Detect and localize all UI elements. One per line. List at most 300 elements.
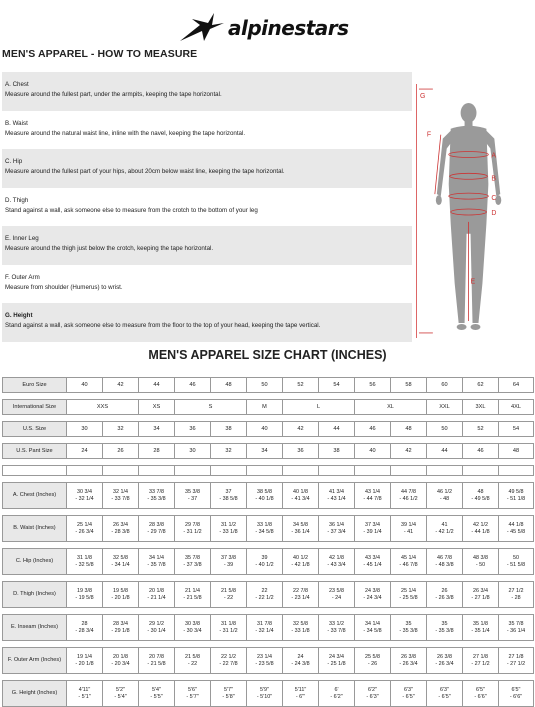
measure-cell	[427, 648, 463, 674]
range-min: 24 3/8	[365, 587, 380, 594]
measure-cell	[211, 681, 247, 707]
spacer-cell	[427, 641, 463, 648]
measure-item-title: A. Chest	[5, 81, 29, 88]
range-max: - 43 3/4	[327, 561, 346, 568]
measure-item-title: C. Hip	[5, 158, 23, 165]
measurement-row	[3, 648, 534, 674]
range-max: - 27 1/8	[471, 594, 490, 601]
spacer-cell	[463, 476, 499, 483]
measure-cell	[283, 549, 319, 575]
table-spacer	[3, 542, 534, 549]
spacer-cell	[3, 608, 67, 615]
measure-cell	[499, 582, 534, 608]
range-min: 29 1/2	[149, 620, 164, 627]
size-chart-title: MEN'S APPAREL SIZE CHART (INCHES)	[148, 348, 387, 362]
size-cell: 40	[67, 378, 103, 393]
alpinestars-star-icon	[178, 11, 226, 45]
range-max: - 43 1/4	[327, 495, 346, 502]
measure-item-thigh	[2, 188, 412, 227]
range-min: 24 3/4	[329, 653, 344, 660]
range-max: - 22	[187, 660, 198, 667]
measure-cell	[211, 549, 247, 575]
range-min: 42 1/8	[329, 554, 344, 561]
spacer-cell	[319, 509, 355, 516]
spacer-cell	[427, 476, 463, 483]
range-min: 42 1/2	[473, 521, 488, 528]
size-cell: 32	[103, 422, 139, 437]
range-max: - 48 3/8	[435, 561, 454, 568]
measure-cell	[427, 681, 463, 707]
range-max: - 6'6"	[509, 693, 523, 700]
measure-cell	[463, 549, 499, 575]
size-cell: 48	[391, 422, 427, 437]
table-spacer	[3, 641, 534, 648]
how-to-measure-title: MEN'S APPAREL - HOW TO MEASURE	[2, 48, 198, 60]
spacer-cell	[3, 415, 67, 422]
measure-cell	[139, 549, 175, 575]
range-max: - 35 3/8	[399, 627, 418, 634]
measure-cell	[355, 483, 391, 509]
range-min: 5'9"	[260, 686, 269, 693]
range-max: - 24 3/4	[363, 594, 382, 601]
range-max: - 35 7/8	[147, 561, 166, 568]
spacer-cell	[247, 459, 283, 466]
range-max: - 24	[331, 594, 342, 601]
spacer-cell	[427, 459, 463, 466]
range-min: 20 1/8	[113, 653, 128, 660]
range-min: 35 3/8	[185, 488, 200, 495]
size-cell: 46	[355, 422, 391, 437]
measure-cell	[283, 483, 319, 509]
range-min: 30 3/4	[77, 488, 92, 495]
measure-cell	[319, 648, 355, 674]
measure-cell	[139, 483, 175, 509]
row-label: U.S. Size	[3, 422, 67, 437]
range-min: 20 1/8	[149, 587, 164, 594]
range-max: - 19 5/8	[75, 594, 94, 601]
measure-cell	[175, 648, 211, 674]
spacer-cell	[67, 459, 103, 466]
range-min: 48	[477, 488, 484, 495]
range-max: - 5'10"	[256, 693, 273, 700]
range-max: - 20 1/8	[111, 594, 130, 601]
range-max: - 33 7/8	[111, 495, 130, 502]
size-cell: M	[247, 400, 283, 415]
spacer-cell	[103, 476, 139, 483]
range-max: - 6'6"	[474, 693, 487, 700]
measure-cell	[67, 516, 103, 542]
spacer-cell	[103, 393, 139, 400]
range-max: - 37 3/4	[327, 528, 346, 535]
range-min: 5'6"	[188, 686, 197, 693]
measure-cell	[355, 582, 391, 608]
range-min: 6'5"	[476, 686, 485, 693]
range-max: - 28 3/8	[111, 528, 130, 535]
spacer-cell	[499, 542, 534, 549]
size-cell: 48	[499, 444, 534, 459]
spacer-cell	[247, 641, 283, 648]
range-max: - 35 3/8	[435, 627, 454, 634]
spacer-cell	[139, 641, 175, 648]
range-min: 35	[441, 620, 448, 627]
spacer-cell	[283, 641, 319, 648]
measure-cell	[103, 516, 139, 542]
range-max: - 26 3/4	[399, 660, 418, 667]
range-max: - 51 1/8	[506, 495, 526, 502]
size-cell: 24	[67, 444, 103, 459]
measure-cell	[103, 681, 139, 707]
range-max: - 5'8"	[222, 693, 235, 700]
range-max: - 5'4"	[114, 693, 127, 700]
measure-cell	[247, 615, 283, 641]
measure-cell	[355, 648, 391, 674]
size-cell: 4XL	[499, 400, 534, 415]
range-min: 44 7/8	[401, 488, 416, 495]
size-cell: 52	[463, 422, 499, 437]
measure-cell	[247, 516, 283, 542]
range-min: 6'2"	[368, 686, 377, 693]
measure-cell	[175, 615, 211, 641]
range-min: 6'5"	[511, 686, 521, 693]
range-min: 21 5/8	[221, 587, 236, 594]
range-max: - 34 5/8	[363, 627, 382, 634]
measure-cell	[67, 549, 103, 575]
range-max: - 39	[223, 561, 234, 568]
range-min: 43 3/4	[365, 554, 380, 561]
spacer-cell	[355, 466, 391, 476]
spacer-cell	[463, 641, 499, 648]
spacer-cell	[175, 459, 211, 466]
table-spacer	[3, 437, 534, 444]
range-max: - 45 5/8	[506, 528, 526, 535]
range-max: - 28	[511, 594, 521, 601]
spacer-cell	[139, 466, 175, 476]
range-min: 30 3/8	[185, 620, 200, 627]
range-min: 6'	[334, 686, 339, 693]
spacer-cell	[67, 641, 103, 648]
spacer-cell	[139, 393, 175, 400]
range-min: 24	[297, 653, 304, 660]
spacer-cell	[463, 393, 499, 400]
measure-item-title: G. Height	[5, 312, 33, 319]
range-min: 37 3/4	[365, 521, 380, 528]
range-max: - 30 1/4	[147, 627, 166, 634]
spacer-cell	[463, 509, 499, 516]
range-max: - 37 3/8	[183, 561, 202, 568]
spacer-cell	[211, 575, 247, 582]
range-min: 41	[441, 521, 448, 528]
range-max: - 33 1/8	[219, 528, 238, 535]
spacer-cell	[391, 509, 427, 516]
spacer-cell	[463, 575, 499, 582]
size-cell: 40	[247, 422, 283, 437]
spacer-cell	[103, 542, 139, 549]
range-max: - 46 7/8	[399, 561, 418, 568]
measurement-row	[3, 615, 534, 641]
measure-cell	[67, 582, 103, 608]
spacer-cell	[427, 674, 463, 681]
range-max: - 27 1/2	[506, 660, 526, 667]
measure-cell	[211, 615, 247, 641]
range-max: - 48	[439, 495, 450, 502]
size-cell: 60	[427, 378, 463, 393]
measure-cell	[355, 681, 391, 707]
size-cell: 30	[175, 444, 211, 459]
us-size-row	[3, 422, 534, 437]
range-max: - 26 3/4	[435, 660, 454, 667]
range-min: 5'4"	[152, 686, 161, 693]
measure-cell	[355, 615, 391, 641]
euro-size-row	[3, 378, 534, 393]
range-min: 31 1/8	[221, 620, 236, 627]
measure-cell	[67, 681, 103, 707]
measurement-row	[3, 549, 534, 575]
range-max: - 41	[403, 528, 414, 535]
spacer-cell	[427, 509, 463, 516]
spacer-cell	[319, 437, 355, 444]
row-label: G. Height (Inches)	[3, 681, 67, 707]
spacer-cell	[319, 393, 355, 400]
range-min: 25 1/4	[401, 587, 416, 594]
range-max: - 31 1/2	[183, 528, 202, 535]
measure-cell	[391, 582, 427, 608]
measure-cell	[247, 549, 283, 575]
range-min: 39	[261, 554, 268, 561]
range-max: - 32 1/4	[75, 495, 94, 502]
range-max: - 32 5/8	[75, 561, 94, 568]
spacer-cell	[175, 393, 211, 400]
spacer-cell	[67, 437, 103, 444]
spacer-cell	[247, 575, 283, 582]
measure-cell	[67, 615, 103, 641]
spacer-cell	[391, 476, 427, 483]
range-min: 37 3/8	[221, 554, 236, 561]
table-spacer	[3, 509, 534, 516]
measure-cell	[463, 516, 499, 542]
size-cell: 62	[463, 378, 499, 393]
spacer-cell	[499, 437, 534, 444]
range-max: - 51 5/8	[506, 561, 526, 568]
measure-cell	[355, 549, 391, 575]
size-cell: 46	[463, 444, 499, 459]
measure-cell	[247, 648, 283, 674]
spacer-cell	[247, 393, 283, 400]
spacer-cell	[3, 393, 67, 400]
range-max: - 49 5/8	[471, 495, 490, 502]
range-max: - 28 3/4	[75, 627, 94, 634]
size-cell: 42	[391, 444, 427, 459]
measure-cell	[391, 615, 427, 641]
measure-cell	[319, 681, 355, 707]
spacer-cell	[427, 608, 463, 615]
range-min: 32 5/8	[113, 554, 128, 561]
spacer-cell	[139, 459, 175, 466]
size-cell: 64	[499, 378, 534, 393]
spacer-cell	[211, 674, 247, 681]
range-max: - 39 1/4	[363, 528, 382, 535]
size-cell: 54	[499, 422, 534, 437]
spacer-cell	[391, 415, 427, 422]
size-cell: XL	[355, 400, 427, 415]
range-max: - 40 1/8	[255, 495, 274, 502]
measure-cell	[211, 483, 247, 509]
range-max: - 25 5/8	[399, 594, 418, 601]
range-max: - 35 3/8	[147, 495, 166, 502]
range-min: 21 1/4	[185, 587, 200, 594]
measure-cell	[499, 549, 534, 575]
range-max: - 6'3"	[366, 693, 379, 700]
measure-cell	[283, 615, 319, 641]
range-min: 33 1/2	[329, 620, 344, 627]
measure-cell	[175, 483, 211, 509]
table-spacer	[3, 674, 534, 681]
measure-cell	[103, 648, 139, 674]
range-max: - 20 1/8	[75, 660, 94, 667]
spacer-cell	[391, 674, 427, 681]
range-min: 31 1/2	[221, 521, 236, 528]
size-cell: 50	[427, 422, 463, 437]
range-max: - 26 3/4	[75, 528, 94, 535]
range-min: 19 3/8	[77, 587, 92, 594]
measure-item-title: F. Outer Arm	[5, 273, 40, 281]
row-label: E. Inseam (Inches)	[3, 615, 67, 641]
measure-cell	[427, 516, 463, 542]
range-min: 22 7/8	[293, 587, 308, 594]
measure-cell	[67, 648, 103, 674]
table-spacer	[3, 466, 534, 476]
range-min: 5'11"	[294, 686, 307, 693]
size-cell: 34	[139, 422, 175, 437]
spacer-cell	[319, 459, 355, 466]
measure-item-inner-leg	[2, 226, 412, 265]
spacer-cell	[247, 415, 283, 422]
range-max: - 36 1/4	[506, 627, 526, 634]
row-label: A. Chest (Inches)	[3, 483, 67, 509]
range-max: - 21 5/8	[183, 594, 202, 601]
measure-instructions	[2, 72, 412, 342]
size-cell: 38	[211, 422, 247, 437]
range-min: 37	[225, 488, 232, 495]
spacer-cell	[103, 415, 139, 422]
figure-letter-d: D	[491, 209, 497, 217]
spacer-cell	[355, 509, 391, 516]
brand-name: alpinestars	[228, 16, 349, 40]
measure-cell	[391, 681, 427, 707]
size-chart-table	[2, 377, 534, 707]
spacer-cell	[283, 674, 319, 681]
range-max: - 5'5"	[150, 693, 163, 700]
range-max: - 33 1/8	[291, 627, 310, 634]
measure-cell	[499, 516, 534, 542]
measure-cell	[175, 681, 211, 707]
spacer-cell	[427, 415, 463, 422]
spacer-cell	[247, 509, 283, 516]
spacer-cell	[211, 415, 247, 422]
size-cell: 32	[211, 444, 247, 459]
range-max: - 21 1/4	[147, 594, 166, 601]
range-max: - 22	[223, 594, 234, 601]
spacer-cell	[355, 476, 391, 483]
size-cell: 58	[391, 378, 427, 393]
spacer-cell	[211, 509, 247, 516]
figure-letter-b: B	[491, 175, 496, 183]
size-cell: XS	[139, 400, 175, 415]
spacer-cell	[355, 674, 391, 681]
size-cell: 50	[247, 378, 283, 393]
spacer-cell	[175, 476, 211, 483]
spacer-cell	[175, 608, 211, 615]
range-min: 35	[405, 620, 412, 627]
measure-item-outer-arm	[2, 265, 412, 304]
range-min: 22	[261, 587, 268, 594]
measure-cell	[103, 549, 139, 575]
spacer-cell	[499, 476, 534, 483]
range-min: 49 5/8	[508, 488, 524, 495]
measure-cell	[139, 582, 175, 608]
row-label: Euro Size	[3, 378, 67, 393]
range-min: 40 1/8	[293, 488, 308, 495]
range-max: - 33 7/8	[327, 627, 346, 634]
range-max: - 42 1/2	[435, 528, 454, 535]
measure-cell	[283, 582, 319, 608]
measure-cell	[499, 648, 534, 674]
range-min: 46 7/8	[437, 554, 452, 561]
spacer-cell	[247, 608, 283, 615]
measure-cell	[175, 582, 211, 608]
spacer-cell	[283, 476, 319, 483]
spacer-cell	[463, 542, 499, 549]
spacer-cell	[463, 674, 499, 681]
range-max: - 50	[475, 561, 486, 568]
size-chart-body	[3, 378, 534, 707]
figure-letter-a: A	[491, 152, 496, 160]
range-min: 28 3/4	[113, 620, 128, 627]
range-min: 28	[81, 620, 88, 627]
range-min: 38 5/8	[257, 488, 272, 495]
range-min: 34 5/8	[293, 521, 308, 528]
measure-cell	[427, 483, 463, 509]
measure-cell	[175, 516, 211, 542]
spacer-cell	[139, 437, 175, 444]
range-min: 41 3/4	[329, 488, 344, 495]
range-min: 23 5/8	[329, 587, 344, 594]
spacer-cell	[355, 608, 391, 615]
spacer-cell	[427, 466, 463, 476]
spacer-cell	[319, 542, 355, 549]
size-cell: L	[283, 400, 355, 415]
spacer-cell	[67, 415, 103, 422]
measure-cell	[427, 615, 463, 641]
figure-letter-f: F	[426, 131, 432, 139]
range-max: - 27 1/2	[471, 660, 490, 667]
row-label: D. Thigh (Inches)	[3, 582, 67, 608]
spacer-cell	[103, 674, 139, 681]
spacer-cell	[211, 641, 247, 648]
measure-cell	[499, 681, 534, 707]
spacer-cell	[211, 459, 247, 466]
measure-cell	[211, 648, 247, 674]
measurement-row	[3, 582, 534, 608]
measure-item-hip	[2, 149, 412, 188]
spacer-cell	[427, 437, 463, 444]
measure-item-text: Measure around the fullest part of your hips, about 20cm below waist line, keeping the tape horizontal.	[5, 168, 285, 175]
spacer-cell	[67, 608, 103, 615]
measure-cell	[211, 582, 247, 608]
measure-cell	[319, 615, 355, 641]
spacer-cell	[283, 415, 319, 422]
spacer-cell	[283, 542, 319, 549]
spacer-cell	[139, 476, 175, 483]
